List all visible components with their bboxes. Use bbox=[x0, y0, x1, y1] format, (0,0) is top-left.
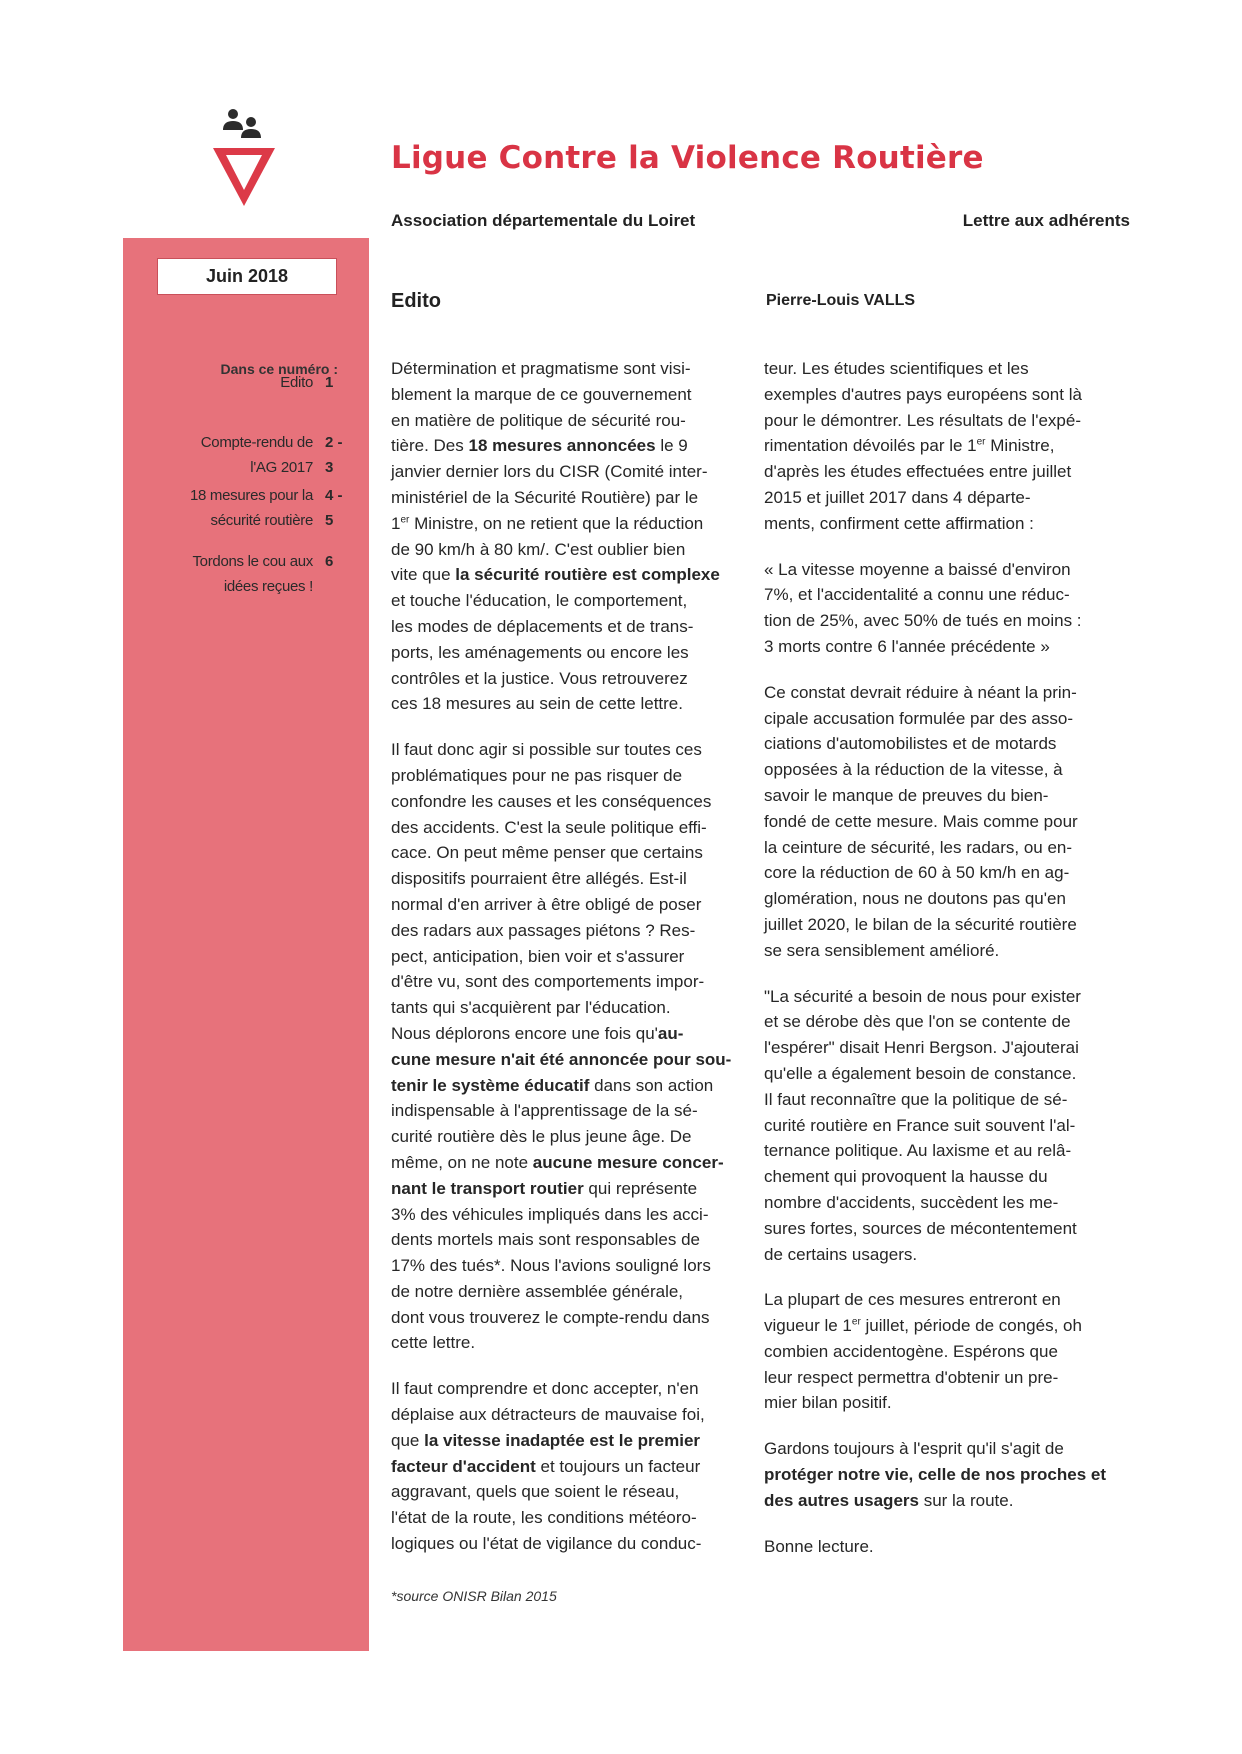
article-paragraph: "La sécurité a besoin de nous pour exister et se dérobe dès que l'on se contente de l'espérer" disait Henri Bergson. J'ajouterai qu'elle a également besoin de constance. Il faut reconnaître que la politique de sé- curité routière en France suit souvent l'al- ternance politique. Au laxisme et au relâ- chement qui provoquent la hausse du nombre d'accidents, succèdent les me- sures fortes, sources de mécontentement de certains usagers. bbox=[764, 986, 1081, 1264]
article-paragraph: teur. Les études scientifiques et les exemples d'autres pays européens sont là pour le démontrer. Les résultats de l'expé- rimentation dévoilés par le 1er Ministre, d'après les études effectuées entre juillet 2015 et juillet 2017 dans 4 départe- ments, confirment cette affirmation : bbox=[764, 359, 1082, 533]
toc-item-label: Compte-rendu de l'AG 2017 bbox=[200, 434, 313, 476]
toc-heading: Dans ce numéro : bbox=[220, 361, 338, 377]
toc-item-page: 4 - 5 bbox=[325, 487, 343, 529]
article-column-right bbox=[764, 356, 1134, 1579]
article-paragraph: Ce constat devrait réduire à néant la prin- cipale accusation formulée par des asso- ciations d'automobilistes et de motards opposées à la réduction de la vitesse, à savoir le manque de preuves du bien- fondé de cette mesure. Mais comme pour la ceinture de sécurité, les radars, ou en- core la réduction de 60 à 50 km/h en ag- glomération, nous ne doutons pas qu'en juillet 2020, le bilan de la sécurité routière se sera sensiblement amélioré. bbox=[764, 682, 1078, 960]
section-title: Edito bbox=[391, 290, 441, 312]
footnote: *source ONISR Bilan 2015 bbox=[391, 1588, 557, 1604]
article-column-left bbox=[391, 356, 751, 1577]
article-paragraph: Il faut donc agir si possible sur toutes ces problématiques pour ne pas risquer de confondre les causes et les conséquences des accidents. C'est la seule politique effi- cace. On peut même penser que certains dispositifs pourraient être allégés. Est-il normal d'en arriver à être obligé de poser des radars aux passages piétons ? Res- pect, anticipation, bien voir et s'assurer d'être vu, sont des comportements impor- tants qui s'acquièrent par l'éducation. Nous déplorons encore une fois qu'au- cune mesure n'ait été annoncée pour sou- tenir le système éducatif dans son action indispensable à l'apprentissage de la sé- curité routière dès le plus jeune âge. De même, on ne note aucune mesure concer- nant le transport routier qui représente 3% des véhicules impliqués dans les acci- dents mortels mais sont responsables de 17% des tués*. Nous l'avions souligné lors de notre dernière assemblée générale, dont vous trouverez le compte-rendu dans cette lettre. bbox=[391, 740, 732, 1353]
sidebar bbox=[123, 238, 369, 1651]
toc-item-label: Edito bbox=[280, 374, 313, 391]
organization-subtitle: Association départementale du Loiret bbox=[391, 211, 696, 230]
league-logo-icon bbox=[207, 108, 281, 208]
toc-item-page: 2 - 3 bbox=[325, 434, 343, 476]
article-paragraph: Détermination et pragmatisme sont visi- blement la marque de ce gouvernement en matière de politique de sécurité rou- tière. Des 18 mesures annoncées le 9 janvier dernier lors du CISR (Comité inter- ministériel de la Sécurité Routière) par le 1er Ministre, on ne retient que la réduction de 90 km/h à 80 km/. C'est oublier bien vite que la sécurité routière est complexe et touche l'éducation, le comportement, les modes de déplacements et de trans- ports, les aménagements ou encore les contrôles et la justice. Vous retrouverez ces 18 mesures au sein de cette lettre. bbox=[391, 359, 720, 714]
organization-title: Ligue Contre la Violence Routière bbox=[391, 140, 984, 176]
article-paragraph: La plupart de ces mesures entreront en vigueur le 1er juillet, période de congés, oh combien accidentogène. Espérons que leur respect permettra d'obtenir un pre- mier bilan positif. bbox=[764, 1290, 1082, 1413]
article-paragraph: Gardons toujours à l'esprit qu'il s'agit de protéger notre vie, celle de nos proches et des autres usagers sur la route. bbox=[764, 1439, 1106, 1510]
article-author: Pierre-Louis VALLS bbox=[766, 292, 916, 309]
article-paragraph: « La vitesse moyenne a baissé d'environ 7%, et l'accidentalité a connu une réduc- tion de 25%, avec 50% de tués en moins : 3 morts contre 6 l'année précédente » bbox=[764, 559, 1082, 656]
toc-item-page: 6 bbox=[325, 553, 334, 570]
article-paragraph: Il faut comprendre et donc accepter, n'en déplaise aux détracteurs de mauvaise foi, que la vitesse inadaptée est le premier facteur d'accident et toujours un facteur aggravant, quels que soient le réseau, l'état de la route, les conditions météoro- logiques ou l'état de vigilance du conduc- bbox=[391, 1379, 705, 1554]
toc-item-label: Tordons le cou aux idées reçues ! bbox=[192, 553, 313, 595]
toc-item-page: 1 bbox=[325, 374, 334, 391]
toc-item-label: 18 mesures pour la sécurité routière bbox=[189, 487, 313, 529]
issue-date: Juin 2018 bbox=[157, 258, 337, 295]
letter-type: Lettre aux adhérents bbox=[962, 211, 1130, 230]
article-paragraph: Bonne lecture. bbox=[764, 1536, 874, 1556]
